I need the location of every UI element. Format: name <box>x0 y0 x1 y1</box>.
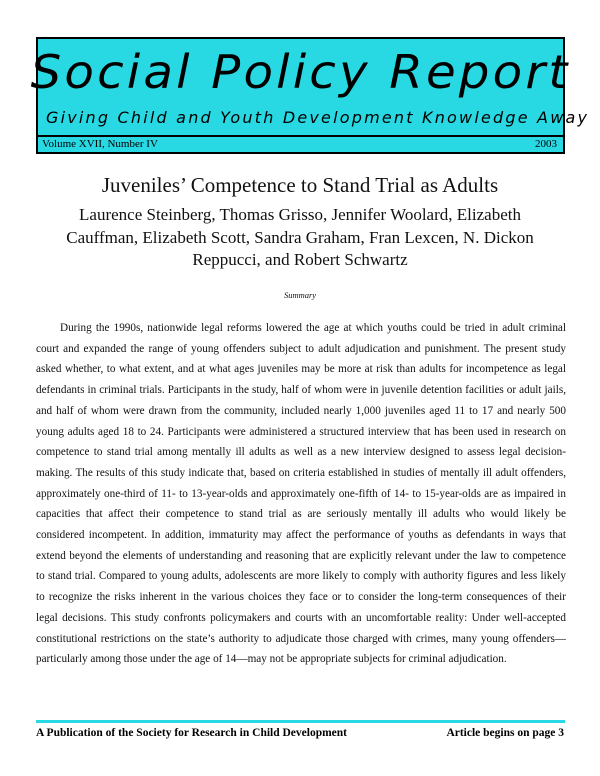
masthead-title: Social Policy Report <box>30 45 571 99</box>
article-title: Juveniles’ Competence to Stand Trial as Adults <box>101 173 499 197</box>
article-authors: Laurence Steinberg, Thomas Grisso, Jennifer Woolard, Elizabeth Cauffman, Elizabeth Scott, Sandra Graham, Fran Lexcen, N. Dickon Reppucci, and Robert Schwartz <box>66 205 534 269</box>
summary-paragraph: During the 1990s, nationwide legal reforms lowered the age at which youths could be tried in adult criminal court and expanded the range of young offenders subject to adult adjudication and punishment. The present study asked whether, to what extent, and at what ages juveniles may be more at risk than adults for incompetence as legal defendants in criminal trials. Participants in the study, half of whom were in juvenile detention facilities or adult jails, and half of whom were drawn from the community, included nearly 1,000 juveniles aged 11 to 17 and nearly 500 young adults aged 18 to 24. Participants were administered a structured interview that has been used in research on competence to stand trial among mentally ill adults as well as a new interview designed to assess legal decision-making. The results of this study indicate that, based on criteria established in studies of mentally ill adult offenders, approximately one-third of 11- to 13-year-olds and approximately one-fifth of 14- to 15-year-olds are as impaired in capacities that affect their competence to stand trial as are seriously mentally ill adults who would likely be considered incompetent. In addition, immaturity may affect the performance of youths as defendants in ways that extend beyond the elements of understanding and reasoning that are explicitly relevant under the law to competence to stand trial. Compared to young adults, adolescents are more likely to comply with authority figures and less likely to recognize the risks inherent in the various choices they face or to consider the long-term consequences of their legal decisions. This study confronts policymakers and courts with an uncomfortable reality: Under well-accepted constitutional restrictions on the state’s authority to adjudicate those charged with crimes, many young offenders—particularly among those under the age of 14—may not be appropriate subjects for criminal adjudication. <box>36 322 566 666</box>
footer-divider <box>36 720 565 723</box>
summary-heading: Summary <box>283 290 317 300</box>
volume-bar <box>36 137 565 154</box>
volume-number: Volume XVII, Number IV <box>42 138 158 150</box>
footer-article-begins: Article begins on page 3 <box>446 727 564 739</box>
masthead-banner <box>30 37 590 137</box>
publication-year: 2003 <box>535 138 557 150</box>
masthead-tagline: Giving Child and Youth Development Knowledge Away <box>46 108 590 127</box>
footer-publisher: A Publication of the Society for Research in Child Development <box>36 727 348 739</box>
